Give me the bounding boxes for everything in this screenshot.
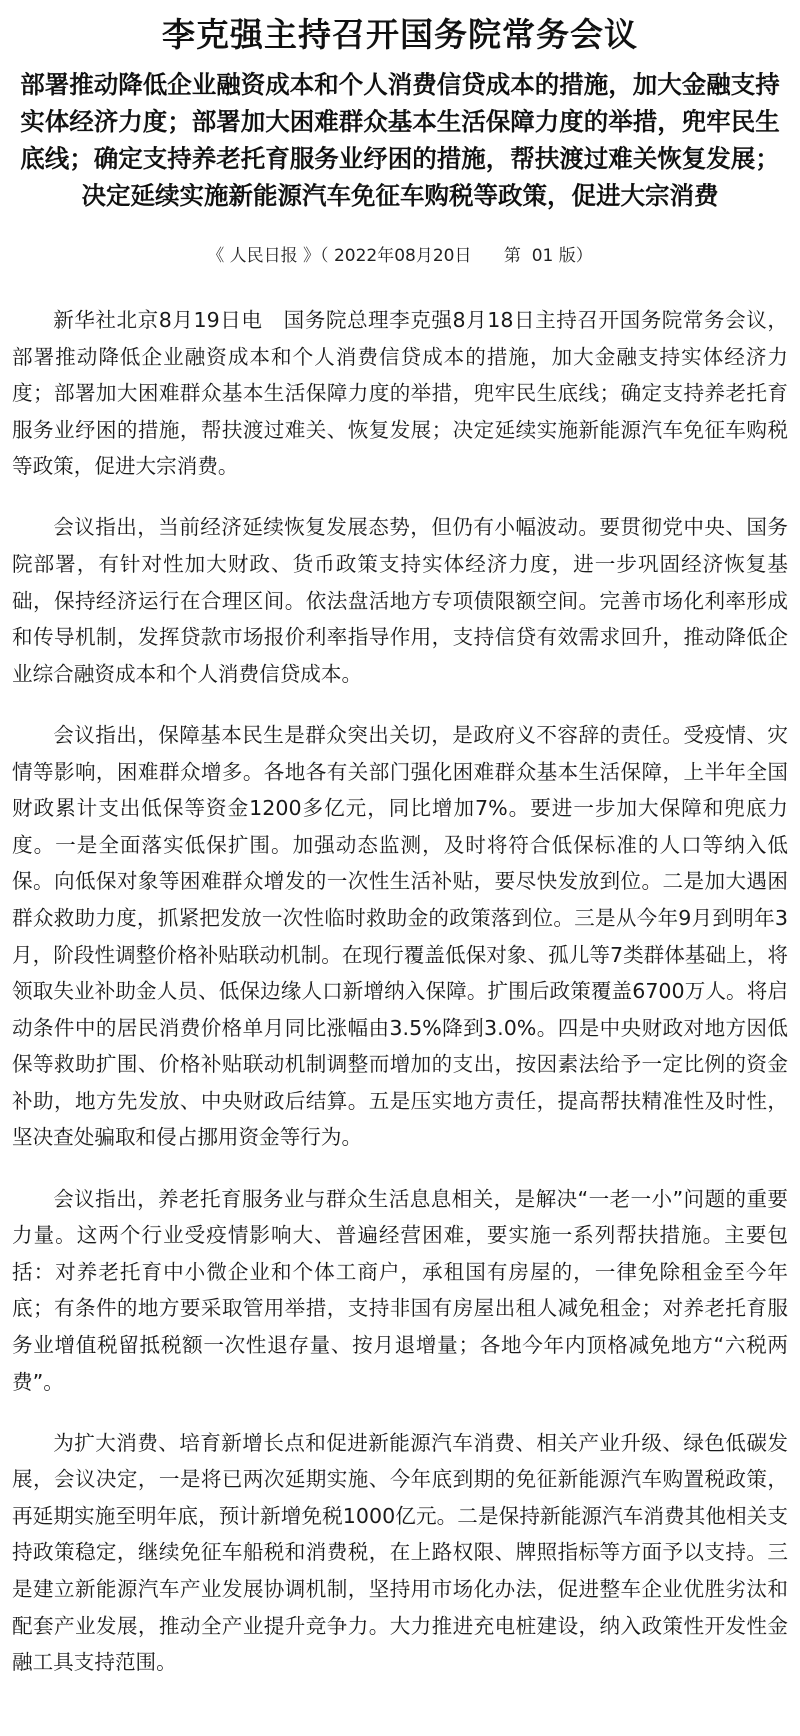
article-source-line	[12, 244, 788, 268]
paragraph-new-energy-vehicles: 为扩大消费、培育新增长点和促进新能源汽车消费、相关产业升级、绿色低碳发展，会议决定，一是将已两次延期实施、今年底到期的免征新能源汽车购置税政策，再延期实施至明年底，预计新增免税1000亿元。二是保持新能源汽车消费其他相关支持政策稳定，继续免征车船税和消费税，在上路权限、牌照指标等方面予以支持。三是建立新能源汽车产业发展协调机制，坚持用市场化办法，促进整车企业优胜劣汰和配套产业发展，推动全产业提升竞争力。大力推进充电桩建设，纳入政策性开发性金融工具支持范围。	[12, 1430, 788, 1675]
newspaper-name: 《 人民日报 》	[207, 246, 321, 266]
article-subtitle: 部署推动降低企业融资成本和个人消费信贷成本的措施，加大金融支持实体经济力度；部署加大困难群众基本生活保障力度的举措，兜牢民生底线；确定支持养老托育服务业纾困的措施，帮扶渡过难关恢复发展；决定延续实施新能源汽车免征车购税等政策，促进大宗消费	[20, 70, 780, 210]
article-headline: 李克强主持召开国务院常务会议	[162, 15, 638, 54]
paragraph-livelihood: 会议指出，保障基本民生是群众突出关切，是政府义不容辞的责任。受疫情、灾情等影响，困难群众增多。各地各有关部门强化困难群众基本生活保障，上半年全国财政累计支出低保等资金1200多亿元，同比增加7%。要进一步加大保障和兜底力度。一是全面落实低保扩围。加强动态监测，及时将符合低保标准的人口等纳入低保。向低保对象等困难群众增发的一次性生活补贴，要尽快发放到位。二是加大遇困群众救助力度，抓紧把发放一次性临时救助金的政策落到位。三是从今年9月到明年3月，阶段性调整价格补贴联动机制。在现行覆盖低保对象、孤儿等7类群体基础上，将领取失业补助金人员、低保边缘人口新增纳入保障。扩围后政策覆盖6700万人。将启动条件中的居民消费价格单月同比涨幅由3.5%降到3.0%。四是中央财政对地方因低保等救助扩围、价格补贴联动机制调整而增加的支出，按因素法给予一定比例的资金补助，地方先发放、中央财政后结算。五是压实地方责任，提高帮扶精准性及时性，坚决查处骗取和侵占挪用资金等行为。	[12, 722, 788, 1150]
paragraph-elderly-childcare: 会议指出，养老托育服务业与群众生活息息相关，是解决“一老一小”问题的重要力量。这两个行业受疫情影响大、普遍经营困难，要实施一系列帮扶措施。主要包括：对养老托育中小微企业和个体工商户，承租国有房屋的，一律免除租金至今年底；有条件的地方要采取管用举措，支持非国有房屋出租人减免租金；对养老托育服务业增值税留抵税额一次性退存量、按月退增量；各地今年内顶格减免地方“六税两费”。	[12, 1186, 788, 1394]
paragraph-intro: 新华社北京8月19日电 国务院总理李克强8月18日主持召开国务院常务会议，部署推动降低企业融资成本和个人消费信贷成本的措施，加大金融支持实体经济力度；部署加大困难群众基本生活保障力度的举措，兜牢民生底线；确定支持养老托育服务业纾困的措施，帮扶渡过难关、恢复发展；决定延续实施新能源汽车免征车购税等政策，促进大宗消费。	[12, 308, 788, 479]
publish-date: （ 2022年08月20日	[320, 246, 472, 266]
page-number: 第 01 版）	[503, 246, 593, 266]
article-body	[12, 302, 788, 1681]
paragraph-economy: 会议指出，当前经济延续恢复发展态势，但仍有小幅波动。要贯彻党中央、国务院部署，有针对性加大财政、货币政策支持实体经济力度，进一步巩固经济恢复基础，保持经济运行在合理区间。依法盘活地方专项债限额空间。完善市场化利率形成和传导机制，发挥贷款市场报价利率指导作用，支持信贷有效需求回升，推动降低企业综合融资成本和个人消费信贷成本。	[12, 515, 788, 686]
